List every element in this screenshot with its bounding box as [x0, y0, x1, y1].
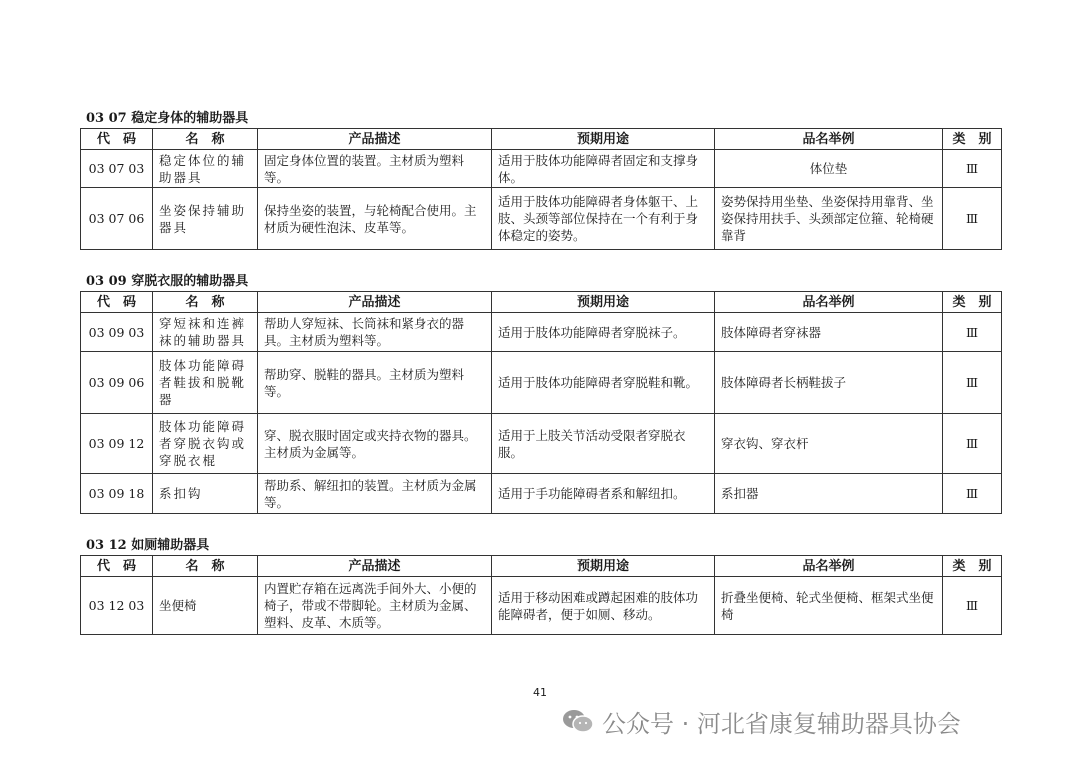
- cell-name: 系扣钩: [153, 474, 258, 514]
- cell-desc: 穿、脱衣服时固定或夹持衣物的器具。主材质为金属等。: [258, 414, 492, 474]
- table-row: [81, 474, 1002, 514]
- watermark-text: 公众号 · 河北省康复辅助器具协会: [602, 709, 961, 738]
- header-example: 品名举例: [715, 556, 943, 577]
- cell-example: 折叠坐便椅、轮式坐便椅、框架式坐便椅: [715, 577, 943, 635]
- header-desc: 产品描述: [258, 556, 492, 577]
- header-use: 预期用途: [492, 292, 715, 313]
- header-name: 名 称: [153, 129, 258, 150]
- header-desc: 产品描述: [258, 129, 492, 150]
- header-name: 名 称: [153, 556, 258, 577]
- cell-desc: 保持坐姿的装置，与轮椅配合使用。主材质为硬性泡沫、皮革等。: [258, 188, 492, 250]
- cell-name: 穿短袜和连裤袜的辅助器具: [153, 313, 258, 352]
- cell-use: 适用于肢体功能障碍者穿脱袜子。: [492, 313, 715, 352]
- header-class: 类 别: [943, 556, 1002, 577]
- header-example: 品名举例: [715, 292, 943, 313]
- table-row: [81, 352, 1002, 414]
- wechat-icon: [562, 708, 594, 734]
- cell-desc: 内置贮存箱在远离洗手间外大、小便的椅子，带或不带脚轮。主材质为金属、塑料、皮革、木质等。: [258, 577, 492, 635]
- cell-code: 03 09 18: [81, 474, 153, 514]
- table-header-row: [81, 556, 1002, 577]
- cell-class: Ⅲ: [943, 474, 1002, 514]
- header-code: 代 码: [81, 129, 153, 150]
- cell-name: 坐便椅: [153, 577, 258, 635]
- section-title: 03 07 稳定身体的辅助器具: [86, 111, 249, 126]
- cell-code: 03 07 03: [81, 150, 153, 188]
- header-name: 名 称: [153, 292, 258, 313]
- cell-desc: 帮助穿、脱鞋的器具。主材质为塑料等。: [258, 352, 492, 414]
- cell-example: 系扣器: [715, 474, 943, 514]
- cell-example: 姿势保持用坐垫、坐姿保持用靠背、坐姿保持用扶手、头颈部定位箍、轮椅硬靠背: [715, 188, 943, 250]
- section-title: 03 12 如厕辅助器具: [86, 538, 210, 553]
- cell-name: 肢体功能障碍者穿脱衣钩或穿脱衣棍: [153, 414, 258, 474]
- cell-code: 03 09 06: [81, 352, 153, 414]
- table-row: [81, 577, 1002, 635]
- section-0312: [80, 537, 1001, 635]
- section-0309: [80, 273, 1001, 514]
- section-0307: [80, 110, 1001, 250]
- cell-use: 适用于肢体功能障碍者穿脱鞋和靴。: [492, 352, 715, 414]
- cell-example: 体位垫: [715, 150, 943, 188]
- product-table: [80, 555, 1002, 635]
- cell-name: 坐姿保持辅助器具: [153, 188, 258, 250]
- header-use: 预期用途: [492, 129, 715, 150]
- cell-code: 03 09 03: [81, 313, 153, 352]
- table-row: [81, 313, 1002, 352]
- watermark: [562, 704, 961, 738]
- header-desc: 产品描述: [258, 292, 492, 313]
- cell-use: 适用于肢体功能障碍者身体躯干、上肢、头颈等部位保持在一个有利于身体稳定的姿势。: [492, 188, 715, 250]
- cell-class: Ⅲ: [943, 352, 1002, 414]
- cell-use: 适用于上肢关节活动受限者穿脱衣服。: [492, 414, 715, 474]
- cell-use: 适用于手功能障碍者系和解纽扣。: [492, 474, 715, 514]
- cell-class: Ⅲ: [943, 313, 1002, 352]
- cell-code: 03 12 03: [81, 577, 153, 635]
- cell-desc: 帮助人穿短袜、长筒袜和紧身衣的器具。主材质为塑料等。: [258, 313, 492, 352]
- cell-name: 肢体功能障碍者鞋拔和脱靴器: [153, 352, 258, 414]
- cell-desc: 固定身体位置的装置。主材质为塑料等。: [258, 150, 492, 188]
- header-class: 类 别: [943, 129, 1002, 150]
- cell-class: Ⅲ: [943, 577, 1002, 635]
- page-number: 41: [533, 686, 547, 699]
- cell-class: Ⅲ: [943, 188, 1002, 250]
- section-title: 03 09 穿脱衣服的辅助器具: [86, 274, 249, 289]
- header-code: 代 码: [81, 556, 153, 577]
- cell-code: 03 09 12: [81, 414, 153, 474]
- cell-class: Ⅲ: [943, 150, 1002, 188]
- cell-name: 稳定体位的辅助器具: [153, 150, 258, 188]
- header-class: 类 别: [943, 292, 1002, 313]
- product-table: [80, 291, 1002, 514]
- header-use: 预期用途: [492, 556, 715, 577]
- cell-code: 03 07 06: [81, 188, 153, 250]
- cell-example: 肢体障碍者穿袜器: [715, 313, 943, 352]
- cell-desc: 帮助系、解纽扣的装置。主材质为金属等。: [258, 474, 492, 514]
- table-row: [81, 188, 1002, 250]
- product-table: [80, 128, 1002, 250]
- header-example: 品名举例: [715, 129, 943, 150]
- cell-example: 肢体障碍者长柄鞋拔子: [715, 352, 943, 414]
- table-row: [81, 150, 1002, 188]
- table-header-row: [81, 129, 1002, 150]
- header-code: 代 码: [81, 292, 153, 313]
- cell-use: 适用于肢体功能障碍者固定和支撑身体。: [492, 150, 715, 188]
- cell-example: 穿衣钩、穿衣杆: [715, 414, 943, 474]
- table-header-row: [81, 292, 1002, 313]
- cell-use: 适用于移动困难或蹲起困难的肢体功能障碍者，便于如厕、移动。: [492, 577, 715, 635]
- cell-class: Ⅲ: [943, 414, 1002, 474]
- table-row: [81, 414, 1002, 474]
